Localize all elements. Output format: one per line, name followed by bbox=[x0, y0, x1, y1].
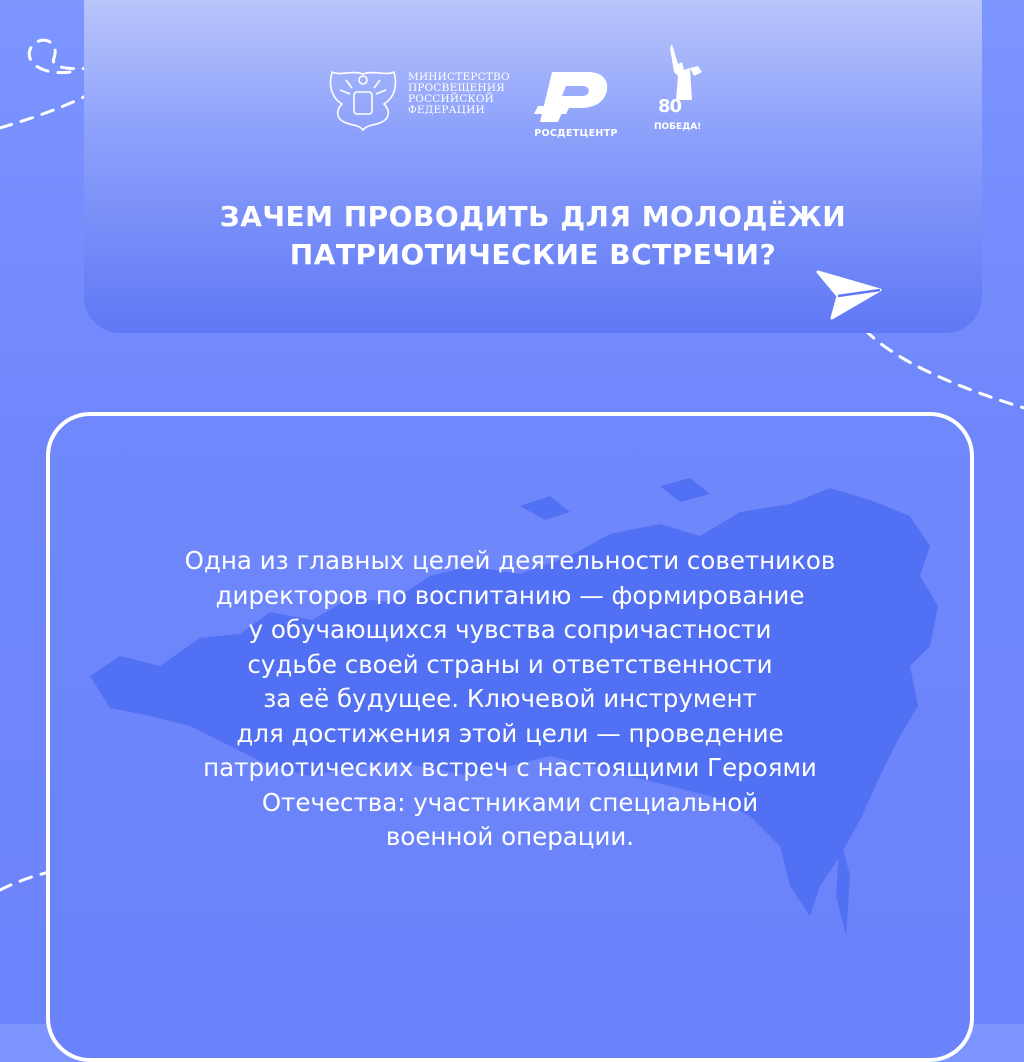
body-line: военной операции. bbox=[385, 822, 635, 851]
ministry-line: ПРОСВЕЩЕНИЯ bbox=[408, 82, 505, 94]
body-line: за её будущее. Ключевой инструмент bbox=[263, 684, 757, 713]
rosdetcenter-r-icon bbox=[530, 66, 622, 128]
ministry-name bbox=[408, 72, 518, 116]
body-line: Одна из главных целей деятельности советников bbox=[184, 546, 836, 575]
body-line: для достижения этой цели — проведение bbox=[236, 718, 784, 748]
ministry-line: РОССИЙСКОЙ bbox=[408, 93, 494, 105]
paper-plane-icon bbox=[814, 260, 884, 324]
body-line: у обучающихся чувства сопричастности bbox=[248, 615, 772, 644]
coat-of-arms-icon bbox=[322, 66, 404, 136]
victory-word: ПОБЕДА! bbox=[654, 122, 702, 132]
body-line: Отечества: участниками специальной bbox=[261, 787, 759, 817]
victory-80-logo bbox=[654, 42, 714, 142]
body-line: директоров по воспитанию — формирование bbox=[215, 580, 805, 610]
ministry-line: ФЕДЕРАЦИИ bbox=[408, 104, 485, 116]
logo-row bbox=[84, 40, 982, 150]
rosdetcenter-label: РОСДЕТЦЕНТР bbox=[534, 128, 618, 139]
ministry-line: МИНИСТЕРСТВО bbox=[408, 71, 510, 83]
body-paragraph bbox=[50, 544, 970, 855]
title-line-2: ПАТРИОТИЧЕСКИЕ ВСТРЕЧИ? bbox=[289, 238, 777, 271]
title-line-1: ЗАЧЕМ ПРОВОДИТЬ ДЛЯ МОЛОДЁЖИ bbox=[219, 200, 847, 233]
ministry-logo bbox=[322, 66, 522, 136]
body-line: судьбе своей страны и ответственности bbox=[247, 649, 773, 679]
rosdetcenter-logo bbox=[530, 66, 630, 152]
body-line: патриотических встреч с настоящими Героями bbox=[203, 753, 817, 782]
content-card bbox=[46, 412, 974, 1062]
motherland-monument-icon bbox=[654, 42, 714, 102]
victory-number: 80 bbox=[658, 96, 682, 117]
